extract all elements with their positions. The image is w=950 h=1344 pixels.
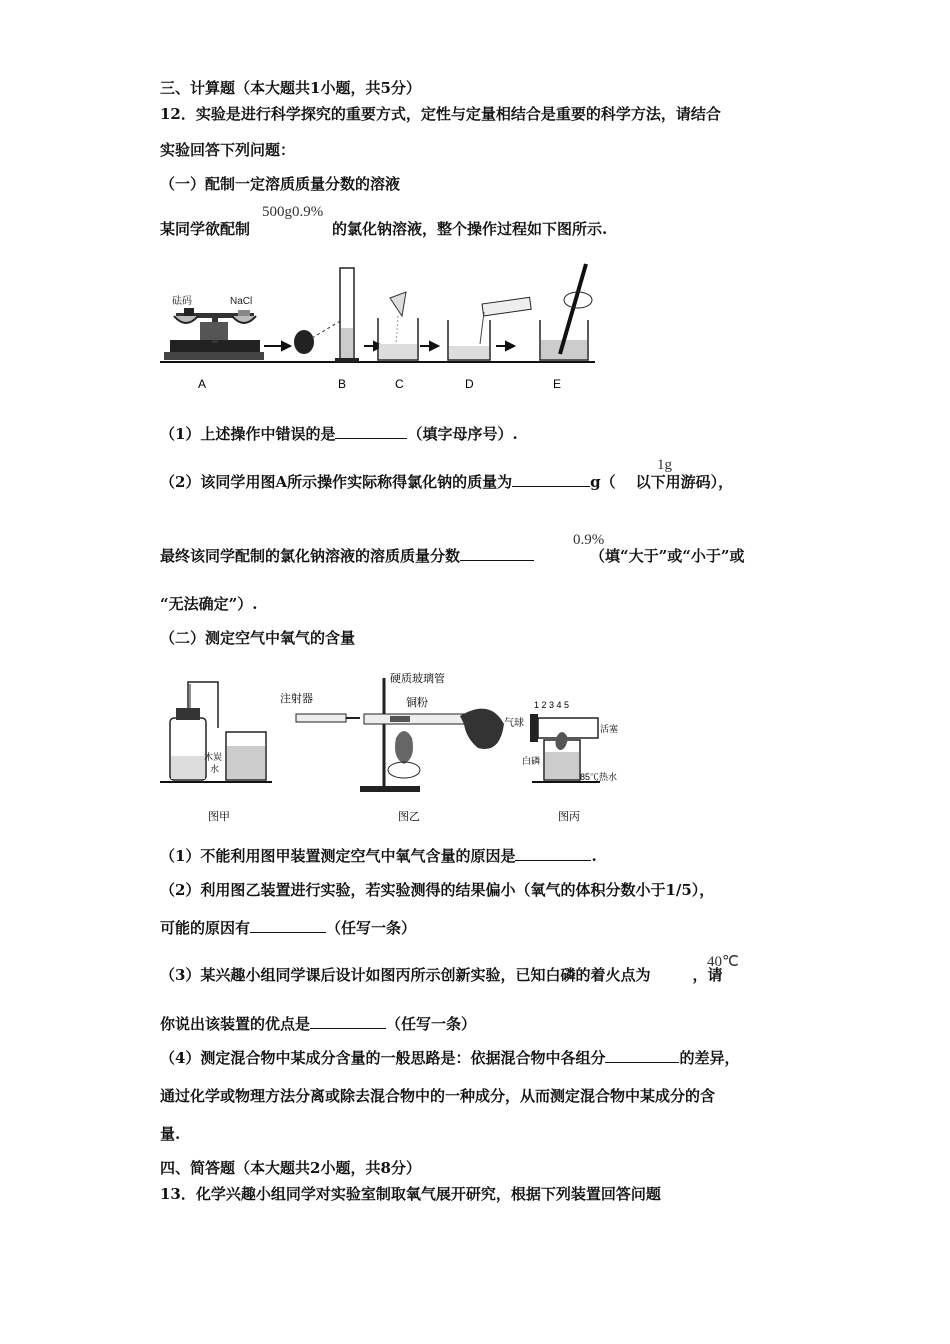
label-syringe: 注射器 xyxy=(280,693,313,705)
intro-after: 的氯化钠溶液，整个操作过程如下图所示. xyxy=(332,220,608,238)
p1-q2-before: （2）该同学用图A所示操作实际称得氯化钠的质量为 xyxy=(160,473,513,491)
p2-q3-after: ，请 xyxy=(692,966,723,984)
label-charcoal: 木炭 xyxy=(204,752,223,762)
p2-q3-math: 40℃ xyxy=(707,954,739,970)
p2-q3-line2-before: 你说出该装置的优点是 xyxy=(160,1015,311,1033)
p2-q1-before: （1）不能利用图甲装置测定空气中氧气含量的原因是 xyxy=(160,847,516,865)
label-piston: 活塞 xyxy=(600,724,619,734)
part-2-question-3 xyxy=(160,965,722,985)
part-2-title: （二）测定空气中氧气的含量 xyxy=(160,629,356,647)
label-balloon: 气球 xyxy=(504,718,524,729)
p2-q2-after: （任写一条） xyxy=(326,919,417,937)
answer-blank[interactable] xyxy=(250,918,326,933)
label-nacl: NaCl xyxy=(230,296,253,307)
p1-q3-after: （填“大于”或“小于”或 xyxy=(590,547,745,565)
answer-blank[interactable] xyxy=(460,546,534,561)
section-4-title: 四、简答题（本大题共2小题，共8分） xyxy=(160,1159,421,1177)
part-2-question-4-line-3: 量. xyxy=(160,1125,181,1143)
question-12-line-2: 实验回答下列问题： xyxy=(160,141,296,159)
answer-blank[interactable] xyxy=(310,1014,386,1029)
part-1-question-3 xyxy=(160,546,745,566)
label-tube: 硬质玻璃管 xyxy=(390,673,445,685)
part-1-title: （一）配制一定溶质质量分数的溶液 xyxy=(160,175,401,193)
intro-before: 某同学欲配制 xyxy=(160,220,251,238)
question-13: 13．化学兴趣小组同学对实验室制取氧气展开研究，根据下列装置回答问题 xyxy=(160,1185,661,1203)
step-label-d: D xyxy=(465,377,474,391)
solution-preparation-figure xyxy=(160,258,600,398)
part-1-question-3-line-2: “无法确定”）. xyxy=(160,595,258,613)
p2-q4-before: （4）测定混合物中某成分含量的一般思路是：依据混合物中各组分 xyxy=(160,1049,606,1067)
part-2-question-2: （2）利用图乙装置进行实验，若实验测得的结果偏小（氧气的体积分数小于1/5）， xyxy=(160,881,715,899)
p1-q3-before: 最终该同学配制的氯化钠溶液的溶质质量分数 xyxy=(160,547,461,565)
section-3-title: 三、计算题（本大题共1小题，共5分） xyxy=(160,79,421,97)
p1-q1-before: （1）上述操作中错误的是 xyxy=(160,425,336,443)
measuring-cylinder-icon xyxy=(335,268,359,362)
part-2-question-1 xyxy=(160,846,597,866)
caption-bing: 图丙 xyxy=(558,811,580,823)
label-white-phosphorus: 白磷 xyxy=(522,756,541,766)
part-1-question-2 xyxy=(160,472,733,492)
p1-q2-after: 以下用游码）， xyxy=(635,473,734,491)
answer-blank[interactable] xyxy=(335,424,407,439)
intro-math: 500g0.9% xyxy=(262,204,324,220)
p2-q1-after: . xyxy=(591,847,597,865)
part-2-question-4-line-2: 通过化学或物理方法分离或除去混合物中的一种成分，从而测定混合物中某成分的含 xyxy=(160,1087,716,1105)
part-2-question-2-line-2 xyxy=(160,918,416,938)
label-water-jia: 水 xyxy=(210,764,220,774)
step-label-b: B xyxy=(338,377,347,391)
p1-q2-math: 1g xyxy=(657,457,672,473)
part-2-question-4 xyxy=(160,1048,739,1068)
beaker-c-icon xyxy=(378,292,418,360)
caption-yi: 图乙 xyxy=(398,811,420,823)
step-label-c: C xyxy=(395,377,404,391)
beaker-e-icon xyxy=(540,264,592,360)
answer-blank[interactable] xyxy=(512,472,590,487)
label-copper: 铜粉 xyxy=(406,697,428,709)
question-12-line-1: 12．实验是进行科学探究的重要方式，定性与定量相结合是重要的科学方法，请结合 xyxy=(160,105,721,123)
p1-q3-math: 0.9% xyxy=(573,532,605,548)
apparatus-yi xyxy=(296,678,504,792)
p2-q3-line2-after: （任写一条） xyxy=(386,1015,477,1033)
p2-q2-before: 可能的原因有 xyxy=(160,919,251,937)
step-label-a: A xyxy=(198,377,207,391)
p1-q2-unit: g（ xyxy=(590,473,616,491)
beaker-d-icon xyxy=(448,297,531,360)
step-label-e: E xyxy=(553,377,562,391)
label-scale: 1 2 3 4 5 xyxy=(534,700,570,710)
oxygen-apparatus-figure xyxy=(160,668,640,828)
part-1-question-1 xyxy=(160,424,518,444)
label-weight: 砝码 xyxy=(172,296,192,307)
eye-icon xyxy=(294,320,342,354)
caption-jia: 图甲 xyxy=(208,811,230,823)
label-hot-water: 85℃热水 xyxy=(580,772,618,782)
part-1-intro xyxy=(160,219,607,239)
p2-q3-before: （3）某兴趣小组同学课后设计如图丙所示创新实验，已知白磷的着火点为 xyxy=(160,966,651,984)
p2-q4-after: 的差异， xyxy=(679,1049,740,1067)
answer-blank[interactable] xyxy=(605,1048,679,1063)
answer-blank[interactable] xyxy=(515,846,591,861)
balance-icon xyxy=(164,308,264,360)
part-2-question-3-line-2 xyxy=(160,1014,476,1034)
p1-q1-after: （填字母序号）. xyxy=(407,425,518,443)
